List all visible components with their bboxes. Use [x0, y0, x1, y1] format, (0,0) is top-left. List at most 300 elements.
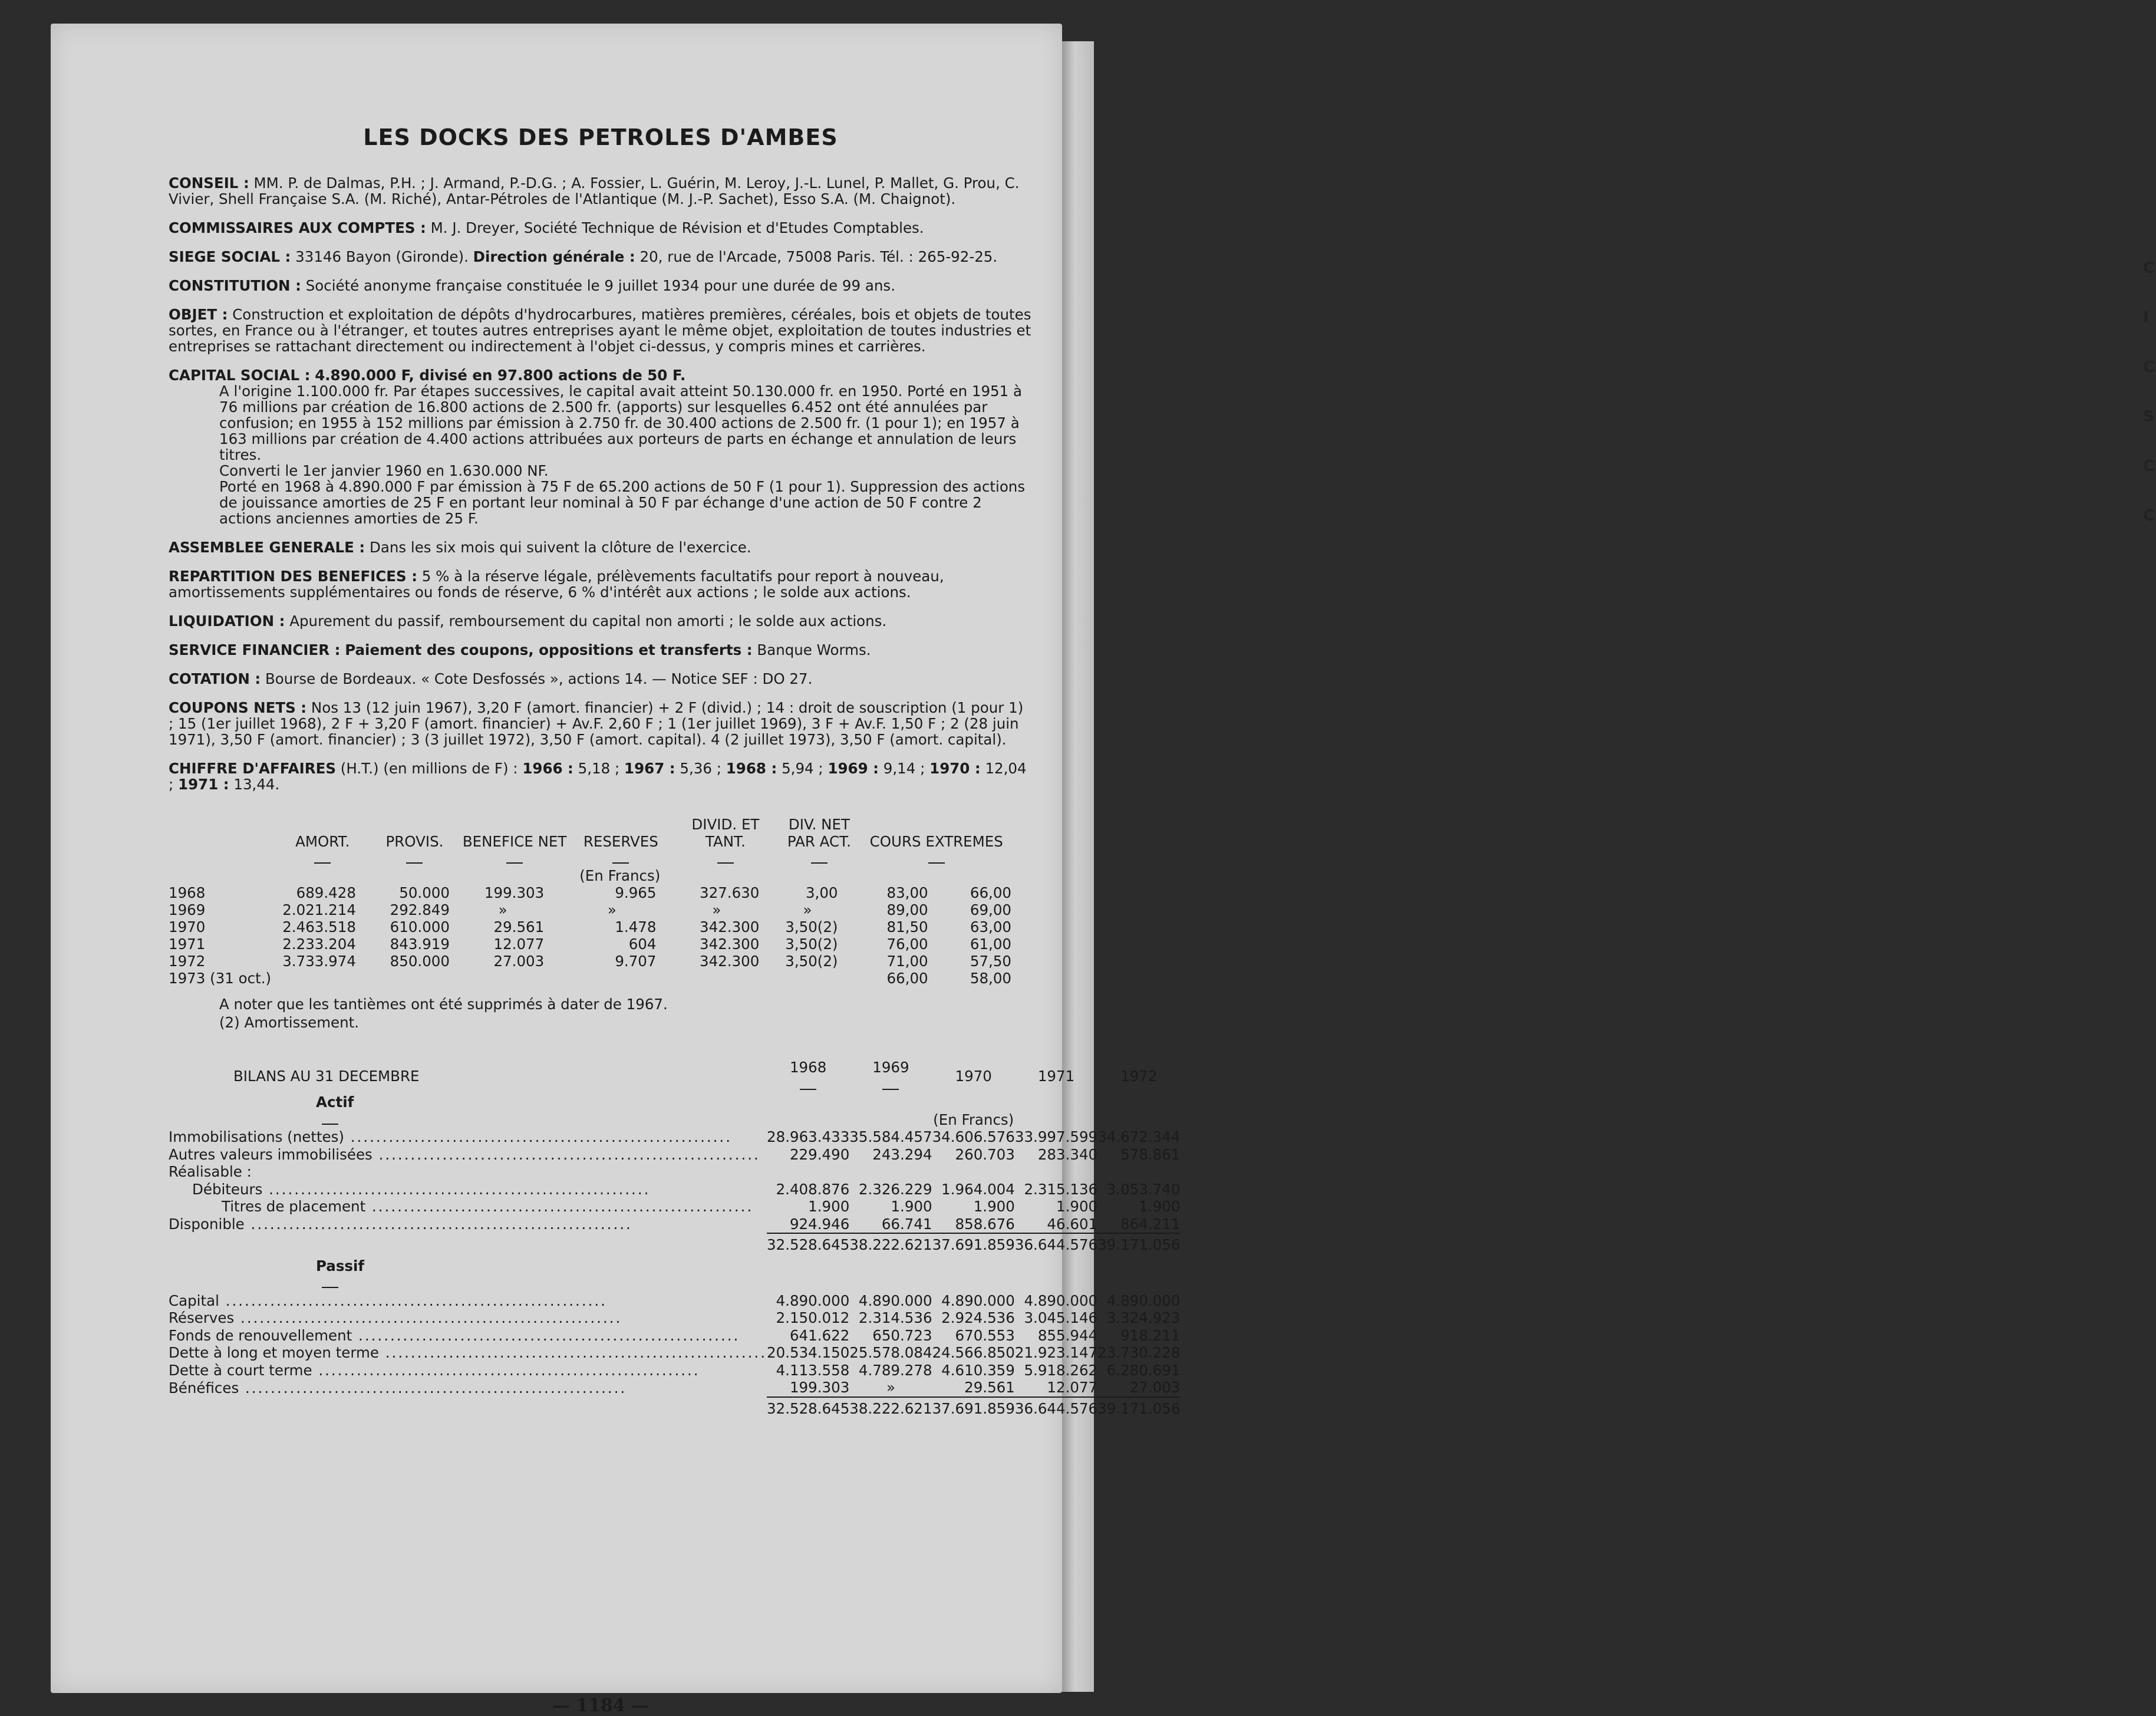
results-cell-divnet: 3,50(2): [785, 936, 838, 953]
turnover-value: 5,18 ;: [578, 760, 620, 777]
document-content: [169, 124, 1181, 1716]
results-header-label: RESERVES: [583, 833, 658, 850]
empty-cell: [1097, 1094, 1180, 1128]
balance-cell: 229.490: [789, 1145, 850, 1163]
balance-cell: 4.890.000: [941, 1292, 1015, 1309]
turnover-value: 9,14 ;: [883, 760, 925, 777]
balance-row: [169, 1362, 1180, 1379]
section-label: OBJET :: [169, 306, 228, 323]
balance-cell: 6.280.691: [1106, 1361, 1181, 1379]
page-number: — 1184 —: [552, 1695, 650, 1716]
balance-row-label-cell: [169, 1146, 767, 1164]
balance-cell: [1097, 1163, 1180, 1181]
results-cell-provis: 292.849: [390, 901, 450, 918]
balance-cell: 3.324.923: [1106, 1309, 1181, 1326]
results-cell-provis: 610.000: [390, 918, 450, 936]
section-text: Bourse de Bordeaux. « Cote Desfossés », actions 14. — Notice SEF : DO 27.: [265, 670, 813, 687]
balance-row: [169, 1128, 1180, 1146]
turnover-value: 5,36 ;: [680, 760, 721, 777]
balance-row-label: Immobilisations (nettes): [169, 1128, 344, 1145]
group-rule: [316, 1274, 767, 1292]
leader-dots: ............................................................: [352, 1326, 740, 1344]
results-cell-divnet: [777, 970, 861, 987]
balance-year-header: [1097, 1059, 1180, 1094]
results-row: [169, 970, 1011, 987]
balance-row-label-cell: [169, 1292, 767, 1310]
results-column-header: [461, 816, 568, 867]
balance-cell: 1.900: [891, 1198, 932, 1215]
leader-dots: ............................................................: [365, 1198, 754, 1215]
balance-cell: 1.900: [1139, 1198, 1181, 1215]
header-rule: [368, 850, 461, 867]
results-cell-high: 81,50: [886, 918, 928, 936]
results-cell-provis: 50.000: [399, 884, 450, 901]
info-section: [169, 175, 1033, 207]
turnover-value: 12,04 ;: [169, 760, 1027, 793]
balance-cell: 24.566.850: [932, 1344, 1015, 1361]
section-text: 5 % à la réserve légale, prélèvements facultatifs pour report à nouveau, amortissements supplémentaires ou fonds de réserve, 6 % d'intérêt aux actions ; le solde aux actions.: [169, 568, 944, 601]
leader-dots: ............................................................: [234, 1309, 622, 1326]
section-text: Dans les six mois qui suivent la clôture de l'exercice.: [369, 539, 751, 556]
results-cell-benef: 199.303: [484, 884, 545, 901]
results-year: 1972: [169, 953, 206, 970]
turnover-year: 1970 :: [929, 760, 981, 777]
results-cell-divid: 342.300: [700, 953, 760, 970]
results-table: [169, 816, 1011, 987]
section-label: LIQUIDATION :: [169, 612, 285, 630]
results-year: 1969: [169, 901, 206, 918]
balance-cell: 23.730.228: [1097, 1344, 1181, 1361]
header-dash: [314, 862, 331, 864]
empty-cell: [169, 1233, 767, 1257]
turnover-label: CHIFFRE D'AFFAIRES: [169, 760, 336, 777]
balance-cell: [767, 1163, 849, 1181]
balance-cell: 650.723: [872, 1326, 932, 1344]
balance-cell: 4.789.278: [858, 1361, 932, 1379]
results-cell-high: 71,00: [886, 953, 928, 970]
results-cell-divid: »: [712, 901, 721, 918]
header-rule: [568, 850, 674, 867]
balance-cell: 858.676: [955, 1215, 1015, 1233]
balance-row-label-cell: [169, 1362, 767, 1379]
results-cell-low: 63,00: [970, 918, 1011, 936]
turnover-value: 5,94 ;: [782, 760, 823, 777]
results-cell-low: 58,00: [970, 970, 1011, 987]
balance-row-label: Dette à court terme: [169, 1361, 312, 1379]
page-title: LES DOCKS DES PETROLES D'AMBES: [363, 124, 838, 150]
section-text: Paiement des coupons, oppositions et transferts :: [345, 641, 753, 658]
turnover-year: 1969 :: [828, 760, 879, 777]
balance-cell: 34.672.344: [1097, 1128, 1181, 1145]
balance-row-label-cell: [169, 1198, 767, 1216]
results-cell-divnet: »: [803, 901, 812, 918]
info-section: [169, 220, 1033, 236]
results-cell-provis: 850.000: [390, 953, 450, 970]
results-cell-benef: 12.077: [493, 936, 545, 953]
balance-row: [169, 1181, 1180, 1198]
results-cell-high: 89,00: [886, 901, 928, 918]
balance-cell: 3.045.146: [1024, 1309, 1098, 1326]
balance-row-label-cell: [169, 1344, 767, 1362]
results-cell-res: »: [607, 901, 617, 918]
results-cell-amort: 2.463.518: [282, 918, 356, 936]
section-label: CONSEIL :: [169, 174, 249, 192]
leader-dots: ............................................................: [344, 1128, 733, 1145]
results-column-header: [568, 816, 674, 867]
balance-cell: 260.703: [955, 1145, 1015, 1163]
results-column-header: [777, 816, 861, 867]
capital-section: [169, 367, 1033, 526]
turnover-year: 1967 :: [624, 760, 675, 777]
balance-row-label: Débiteurs: [192, 1180, 263, 1198]
turnover-year: 1968 :: [726, 760, 777, 777]
section-text: M. J. Dreyer, Société Technique de Révision et d'Etudes Comptables.: [430, 219, 924, 236]
results-cell-res: 604: [628, 936, 657, 953]
balance-row: [169, 1309, 1180, 1327]
balance-cell: 20.534.150: [767, 1344, 850, 1361]
results-year: 1973 (31 oct.): [169, 970, 272, 987]
empty-cell: [849, 1257, 932, 1292]
info-section: [169, 671, 1033, 687]
empty-cell: [1015, 1094, 1097, 1128]
balance-row-label-cell: [169, 1181, 767, 1198]
results-header-blank: [169, 816, 278, 867]
balance-year: 1971: [1037, 1067, 1075, 1085]
results-cell-divnet: 3,00: [805, 884, 838, 901]
balance-cell: 46.601: [1047, 1215, 1098, 1233]
section-label: SIEGE SOCIAL :: [169, 248, 291, 265]
leader-dots: ............................................................: [219, 1292, 607, 1309]
balance-cell: [1015, 1163, 1097, 1181]
section-label: CONSTITUTION :: [169, 277, 301, 294]
results-column-header: [862, 816, 1012, 867]
leader-dots: ............................................................: [378, 1344, 767, 1361]
balance-cell: 2.315.136: [1024, 1180, 1098, 1198]
group-label-text: Passif: [316, 1257, 365, 1274]
balance-row-label: Fonds de renouvellement: [169, 1326, 352, 1344]
results-cell-amort: [278, 970, 368, 987]
results-cell-low: 61,00: [970, 936, 1011, 953]
group-dash: [322, 1287, 338, 1288]
balance-year: 1970: [955, 1067, 992, 1085]
empty-cell: [767, 1094, 849, 1128]
balance-cell: 641.622: [789, 1326, 850, 1344]
balance-row-label: Autres valeurs immobilisées: [169, 1145, 372, 1163]
section-text: Société anonyme française constituée le 9 juillet 1934 pour une durée de 99 ans.: [305, 277, 895, 294]
results-cell-benef: [461, 970, 568, 987]
balance-row: [169, 1146, 1180, 1164]
empty-cell: [849, 1094, 932, 1128]
results-header-label: DIVID. ET TANT.: [691, 816, 760, 850]
turnover-value: 13,44.: [233, 776, 280, 793]
results-column-header: [368, 816, 461, 867]
balance-sheet-table: [169, 1059, 1180, 1421]
section-text-2: 20, rue de l'Arcade, 75008 Paris. Tél. : 265-92-25.: [639, 248, 998, 265]
balance-cell: 3.053.740: [1106, 1180, 1181, 1198]
balance-title: BILANS AU 31 DECEMBRE: [233, 1067, 420, 1085]
info-section: [169, 613, 1033, 629]
balance-row-label-cell: [169, 1327, 767, 1345]
balance-cell: 670.553: [955, 1326, 1015, 1344]
balance-total: 32.528.645: [767, 1233, 849, 1257]
turnover-year: 1971 :: [178, 776, 229, 793]
balance-row-label-cell: [169, 1309, 767, 1327]
company-info-sections: [169, 175, 1033, 354]
empty-cell: [1015, 1257, 1097, 1292]
section-text: 33146 Bayon (Gironde).: [295, 248, 473, 265]
results-row: [169, 918, 1011, 936]
section-text: Apurement du passif, remboursement du capital non amorti ; le solde aux actions.: [289, 612, 887, 630]
balance-year-header: [932, 1059, 1015, 1094]
balance-cell: 243.294: [872, 1145, 932, 1163]
results-cell-low: 69,00: [970, 901, 1011, 918]
balance-cell: 4.890.000: [1024, 1292, 1098, 1309]
header-dash: [928, 862, 945, 864]
info-section: [169, 642, 1033, 658]
balance-total: 39.171.056: [1097, 1233, 1180, 1257]
balance-row: [169, 1292, 1180, 1310]
balance-cell: 4.890.000: [776, 1292, 850, 1309]
balance-group-row: [169, 1257, 1180, 1292]
info-section: [169, 249, 1033, 265]
results-cell-provis: 843.919: [390, 936, 450, 953]
group-rule: [316, 1111, 767, 1129]
results-column-header: [278, 816, 368, 867]
results-row: [169, 901, 1011, 918]
balance-cell: 66.741: [881, 1215, 932, 1233]
results-cell-amort: 2.233.204: [282, 936, 356, 953]
balance-row-label: Titres de placement: [222, 1198, 366, 1215]
results-cell-res: 9.707: [615, 953, 657, 970]
balance-group-label: [169, 1257, 767, 1292]
balance-cell: [932, 1163, 1015, 1181]
balance-row: [169, 1163, 1180, 1181]
results-header-label: AMORT.: [295, 833, 350, 850]
results-row: [169, 936, 1011, 953]
section-label: SERVICE FINANCIER :: [169, 641, 341, 658]
section-text-tail: Banque Worms.: [752, 641, 871, 658]
edge-letter: C: [2143, 259, 2155, 277]
balance-group-row: [169, 1094, 1180, 1128]
section-label: COUPONS NETS :: [169, 699, 307, 716]
results-cell-benef: 29.561: [493, 918, 545, 936]
balance-year-header: [1015, 1059, 1097, 1094]
balance-cell: 578.861: [1120, 1145, 1181, 1163]
edge-letter: I: [2143, 309, 2149, 327]
results-row: [169, 953, 1011, 970]
section-label: ASSEMBLEE GENERALE :: [169, 539, 365, 556]
turnover-intro: (H.T.) (en millions de F) :: [340, 760, 518, 777]
header-rule: [278, 850, 368, 867]
balance-total: 36.644.576: [1015, 1233, 1097, 1257]
leader-dots: ............................................................: [262, 1180, 651, 1198]
empty-cell: [169, 1397, 767, 1421]
balance-cell: 2.314.536: [858, 1309, 932, 1326]
results-cell-divid: 342.300: [700, 918, 760, 936]
info-section: [169, 278, 1033, 294]
balance-total: 37.691.859: [932, 1397, 1015, 1421]
leader-dots: ............................................................: [372, 1145, 760, 1163]
section-label: REPARTITION DES BENEFICES :: [169, 568, 417, 585]
capital-label: CAPITAL SOCIAL :: [169, 367, 311, 384]
results-header-label: BENEFICE NET: [462, 833, 567, 850]
balance-row-label-cell: [169, 1163, 767, 1181]
leader-dots: ............................................................: [244, 1216, 632, 1233]
balance-row: [169, 1327, 1180, 1345]
results-cell-high: 76,00: [886, 936, 928, 953]
section-text: Nos 13 (12 juin 1967), 3,20 F (amort. financier) + 2 F (divid.) ; 14 : droit de souscription (1 pour 1) ; 15 (1er juillet 1968), 2 F + 3,20 F (amort. financier) + Av.F. 2,60 F ; 1 (1er juillet 1969), 3 F + Av.F. 1,50 F ; 2 (28 juin 1971), 3,50 F (amort. financier) ; 3 (3 juillet 1972), 3,50 F (amort. capital). 4 (2 juillet 1973), 3,50 F (amort. capital).: [169, 699, 1024, 748]
section-label: COTATION :: [169, 670, 261, 687]
balance-cell: 1.964.004: [941, 1180, 1015, 1198]
header-dash: [506, 862, 523, 864]
results-cell-high: 83,00: [886, 884, 928, 901]
balance-cell: 28.963.433: [767, 1128, 850, 1145]
edge-letter: C: [2143, 507, 2155, 525]
results-cell-amort: 2.021.214: [282, 901, 356, 918]
balance-unit: (En Francs): [933, 1111, 1014, 1128]
group-dash: [322, 1124, 338, 1125]
results-note-2: (2) Amortissement.: [219, 1014, 360, 1031]
balance-row-label-cell: [169, 1379, 767, 1397]
results-cell-amort: 3.733.974: [282, 953, 356, 970]
balance-total-row: [169, 1233, 1180, 1257]
results-year: 1971: [169, 936, 206, 953]
leader-dots: ............................................................: [312, 1361, 700, 1379]
balance-cell: 27.003: [1129, 1379, 1181, 1396]
balance-cell: 12.077: [1047, 1379, 1098, 1396]
turnover-year: 1966 :: [522, 760, 573, 777]
results-cell-divnet: 3,50(2): [785, 953, 838, 970]
balance-row: [169, 1344, 1180, 1362]
results-cell-high: 66,00: [886, 970, 928, 987]
balance-cell: 2.408.876: [776, 1180, 850, 1198]
section-text: MM. P. de Dalmas, P.H. ; J. Armand, P.-D.G. ; A. Fossier, L. Guérin, M. Leroy, J.-L. Lunel, P. Mallet, G. Prou, C. Vivier, Shell Française S.A. (M. Riché), Antar-Pétroles de l'Atlantique (M. J.-P. Sachet), Esso S.A. (M. Chaignot).: [169, 174, 1020, 207]
balance-cell: 1.900: [1056, 1198, 1098, 1215]
balance-total: 37.691.859: [932, 1233, 1015, 1257]
capital-history-1: A l'origine 1.100.000 fr. Par étapes successives, le capital avait atteint 50.130.000 fr. en 1950. Porté en 1951 à 76 millions par création de 16.800 actions de 2.500 fr. (apports) sur lesquelles 6.452 ont été annulées par confusion; en 1955 à 152 millions par émission à 2.750 fr. de 30.400 actions de 2.500 fr. (1 pour 1); en 1957 à 163 millions par création de 4.400 actions attribuées aux porteurs de parts en échange et annulation de leurs titres.: [219, 383, 1023, 463]
balance-cell: 1.900: [973, 1198, 1015, 1215]
info-section: [169, 307, 1033, 354]
info-section: [169, 700, 1033, 747]
empty-cell: [932, 1257, 1015, 1292]
results-cell-low: 66,00: [970, 884, 1011, 901]
edge-letters: [2143, 259, 2156, 556]
section-label-2: Direction générale :: [473, 248, 635, 265]
balance-row-label-cell: [169, 1216, 767, 1234]
balance-cell: 2.924.536: [941, 1309, 1015, 1326]
balance-year: 1968: [789, 1059, 827, 1076]
balance-cell: 34.606.576: [932, 1128, 1015, 1145]
header-dash: [612, 862, 629, 864]
balance-total: 38.222.621: [849, 1233, 932, 1257]
year-rule: [849, 1076, 932, 1094]
balance-cell: 5.918.262: [1024, 1361, 1098, 1379]
balance-cell: 29.561: [964, 1379, 1015, 1396]
edge-letter: S: [2143, 408, 2154, 426]
results-cell-divnet: 3,50(2): [785, 918, 838, 936]
header-dash: [811, 862, 828, 864]
balance-cell: 21.923.147: [1014, 1344, 1098, 1361]
header-rule: [461, 850, 568, 867]
header-rule: [862, 850, 1012, 867]
results-cell-provis: [368, 970, 461, 987]
company-rules-sections: [169, 539, 1033, 747]
balance-row: [169, 1216, 1180, 1234]
balance-row: [169, 1379, 1180, 1397]
results-cell-divid: 327.630: [700, 884, 760, 901]
balance-group-label: [169, 1094, 767, 1128]
empty-cell: [767, 1257, 849, 1292]
balance-row-label: Bénéfices: [169, 1379, 239, 1396]
results-cell-benef: »: [498, 901, 507, 918]
balance-row-label: Réalisable :: [169, 1163, 252, 1180]
balance-cell: 864.211: [1120, 1215, 1181, 1233]
balance-cell: »: [886, 1379, 895, 1396]
balance-cell: 4.890.000: [1106, 1292, 1181, 1309]
results-row: [169, 884, 1011, 901]
balance-cell: 4.113.558: [776, 1361, 850, 1379]
results-header-label: COURS EXTREMES: [869, 833, 1003, 850]
balance-cell: 2.326.229: [858, 1180, 932, 1198]
header-dash: [406, 862, 423, 864]
year-dash: [882, 1089, 899, 1090]
balance-total: 39.171.056: [1097, 1397, 1180, 1421]
balance-total: 36.644.576: [1015, 1397, 1097, 1421]
balance-cell: 1.900: [808, 1198, 850, 1215]
header-rule: [674, 850, 777, 867]
balance-cell: 4.610.359: [941, 1361, 1015, 1379]
results-header-label: PROVIS.: [385, 833, 444, 850]
balance-year: 1972: [1120, 1067, 1158, 1085]
balance-row-label-cell: [169, 1128, 767, 1146]
year-dash: [800, 1089, 816, 1090]
year-rule: [767, 1076, 849, 1094]
capital-history-2: Converti le 1er janvier 1960 en 1.630.000 NF.: [219, 462, 549, 479]
results-cell-low: 57,50: [970, 953, 1011, 970]
balance-year: 1969: [872, 1059, 909, 1076]
group-label-text: Actif: [316, 1094, 354, 1111]
section-label: COMMISSAIRES AUX COMPTES :: [169, 219, 426, 236]
results-cell-benef: 27.003: [493, 953, 545, 970]
results-cell-divid: 342.300: [700, 936, 760, 953]
results-cell-res: 1.478: [615, 918, 657, 936]
results-unit-row: [169, 867, 1011, 884]
balance-year-header: [849, 1059, 932, 1094]
balance-cell: 4.890.000: [858, 1292, 932, 1309]
balance-row: [169, 1198, 1180, 1216]
balance-cell: 924.946: [789, 1215, 850, 1233]
results-cell-divid: [674, 970, 777, 987]
balance-cell: 283.340: [1037, 1145, 1098, 1163]
results-cell-res: [568, 970, 674, 987]
results-cell-res: 9.965: [615, 884, 657, 901]
balance-cell: 35.584.457: [849, 1128, 932, 1145]
edge-letter: C: [2143, 358, 2155, 376]
section-text: Construction et exploitation de dépôts d'hydrocarbures, matières premières, céréales, bois et objets de toutes sortes, en France ou à l'étranger, et toutes autres entreprises ayant le même objet, exploitation de toutes industries et entreprises se rattachant directement ou indirectement à l'objet ci-dessus, y compris mines et carrières.: [169, 306, 1031, 355]
edge-letter: C: [2143, 457, 2155, 475]
balance-cell: 855.944: [1037, 1326, 1098, 1344]
results-year: 1968: [169, 884, 206, 901]
balance-row-label: Disponible: [169, 1216, 245, 1233]
empty-cell: [1097, 1257, 1180, 1292]
results-year: 1970: [169, 918, 206, 936]
leader-dots: ............................................................: [239, 1379, 627, 1396]
results-header-label: DIV. NET PAR ACT.: [787, 816, 851, 850]
balance-cell: [849, 1163, 932, 1181]
balance-row-label: Réserves: [169, 1309, 235, 1326]
balance-cell: 2.150.012: [776, 1309, 850, 1326]
capital-text: 4.890.000 F, divisé en 97.800 actions de 50 F.: [315, 367, 686, 384]
